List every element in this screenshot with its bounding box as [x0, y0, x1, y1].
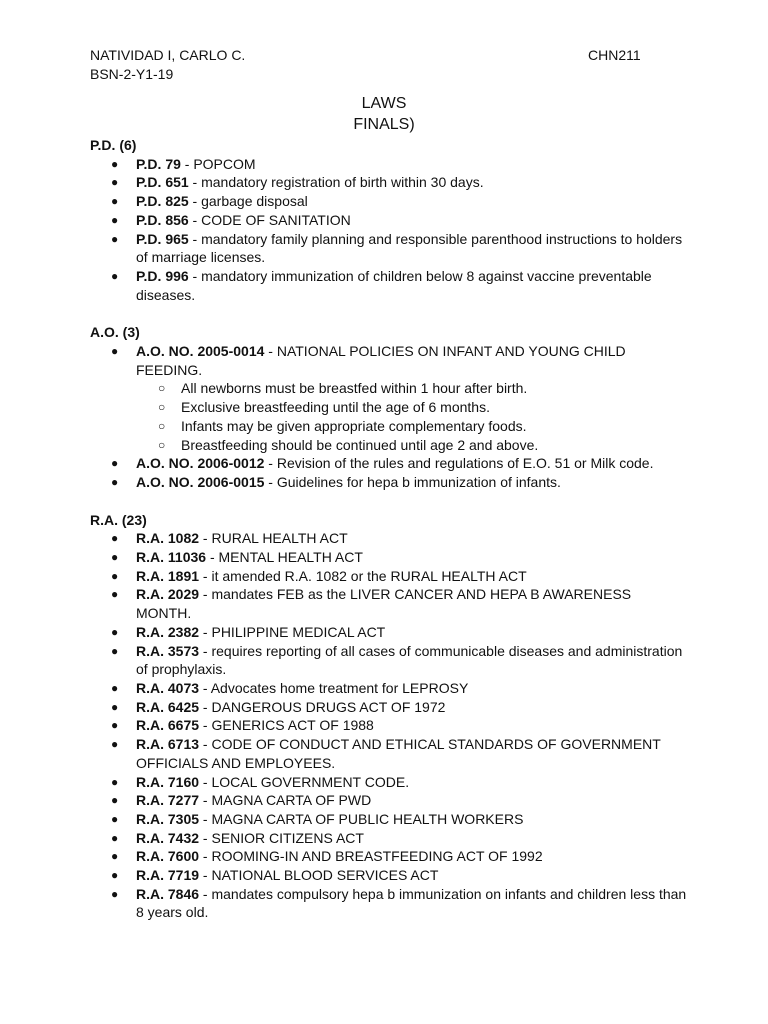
hollow-bullet-icon: ○	[158, 437, 166, 452]
title-line-2: FINALS)	[353, 116, 415, 133]
pd-section-heading: P.D. (6)	[90, 137, 137, 153]
law-description: - mandatory immunization of children below 8 against vaccine preventable diseases.	[136, 267, 652, 303]
ra-section-heading: R.A. (23)	[90, 511, 147, 528]
law-code: R.A. 6675	[136, 717, 200, 734]
bullet-icon: ●	[111, 531, 119, 546]
bullet-icon: ●	[111, 550, 119, 565]
bullet-icon: ●	[111, 774, 119, 789]
ra-list	[90, 529, 690, 922]
law-description: - mandates compulsory hepa b immunization on infants and children less than 8 years old.	[136, 885, 687, 921]
list-item	[90, 548, 690, 567]
law-description: - CODE OF SANITATION	[188, 211, 351, 228]
list-item	[90, 342, 690, 454]
law-code: R.A. 7719	[136, 867, 200, 884]
bullet-icon: ●	[111, 212, 119, 227]
law-code: R.A. 1891	[136, 567, 200, 584]
sub-item-text: Infants may be given appropriate complementary foods.	[181, 417, 527, 434]
law-description: - DANGEROUS DRUGS ACT OF 1972	[199, 698, 446, 715]
law-code: P.D. 825	[136, 193, 189, 210]
sub-list-item	[136, 398, 690, 417]
law-code: P.D. 79	[136, 155, 181, 172]
law-code: R.A. 7305	[136, 810, 200, 827]
list-item	[90, 623, 690, 642]
document-body	[90, 136, 690, 922]
law-code: A.O. NO. 2005-0014	[136, 343, 265, 360]
law-code: P.D. 856	[136, 211, 189, 228]
law-code: A.O. NO. 2006-0015	[136, 473, 265, 490]
bullet-icon: ●	[111, 737, 119, 752]
list-item	[90, 155, 690, 174]
law-code: P.D. 965	[136, 230, 189, 247]
hollow-bullet-icon: ○	[158, 400, 166, 415]
law-description: - MENTAL HEALTH ACT	[206, 549, 363, 566]
student-section: BSN-2-Y1-19	[90, 66, 174, 82]
ao-section-heading: A.O. (3)	[90, 324, 140, 341]
list-item	[90, 642, 690, 679]
law-code: R.A. 1082	[136, 530, 200, 547]
ao-list	[90, 342, 690, 492]
bullet-icon: ●	[111, 175, 119, 190]
list-item	[90, 885, 690, 922]
law-description: - CODE OF CONDUCT AND ETHICAL STANDARDS OF GOVERNMENT OFFICIALS AND EMPLOYEES.	[136, 736, 661, 771]
law-description: - Advocates home treatment for LEPROSY	[199, 679, 469, 696]
list-item	[90, 567, 690, 586]
sub-list-item	[136, 436, 690, 455]
list-item	[90, 810, 690, 829]
law-code: R.A. 2382	[136, 623, 200, 640]
law-description: - ROOMING-IN AND BREASTFEEDING ACT OF 1992	[199, 848, 543, 865]
pd-list	[90, 155, 690, 305]
law-code: P.D. 996	[136, 267, 189, 284]
list-item	[90, 679, 690, 698]
law-description: - mandatory registration of birth within 30 days.	[188, 174, 484, 191]
hollow-bullet-icon: ○	[158, 418, 166, 433]
bullet-icon: ●	[111, 568, 119, 583]
law-description: - LOCAL GOVERNMENT CODE.	[199, 773, 410, 790]
ao-sublist	[136, 379, 690, 454]
law-description: - NATIONAL BLOOD SERVICES ACT	[199, 867, 439, 884]
bullet-icon: ●	[111, 344, 119, 359]
bullet-icon: ●	[111, 231, 119, 246]
law-description: - RURAL HEALTH ACT	[199, 530, 348, 547]
title-line-1: LAWS	[361, 95, 407, 112]
law-description: - GENERICS ACT OF 1988	[199, 717, 374, 734]
hollow-bullet-icon: ○	[158, 381, 166, 396]
law-description: - mandatory family planning and responsible parenthood instructions to holders of marriage licenses.	[136, 230, 683, 266]
law-code: R.A. 7160	[136, 773, 200, 790]
list-item	[90, 211, 690, 230]
bullet-icon: ●	[111, 474, 119, 489]
law-code: R.A. 2029	[136, 586, 200, 603]
law-description: - Guidelines for hepa b immunization of infants.	[264, 473, 561, 490]
bullet-icon: ●	[111, 456, 119, 471]
list-item	[90, 735, 690, 772]
bullet-icon: ●	[111, 811, 119, 826]
law-code: R.A. 6425	[136, 698, 200, 715]
list-item	[90, 585, 690, 622]
list-item	[90, 529, 690, 548]
list-item	[90, 829, 690, 848]
list-item	[90, 192, 690, 211]
sub-item-text: Breastfeeding should be continued until age 2 and above.	[181, 436, 539, 453]
law-description: - garbage disposal	[188, 193, 308, 210]
list-item	[90, 698, 690, 717]
law-code: P.D. 651	[136, 174, 189, 191]
list-item	[90, 230, 690, 267]
bullet-icon: ●	[111, 194, 119, 209]
bullet-icon: ●	[111, 886, 119, 901]
law-code: R.A. 11036	[136, 549, 207, 566]
law-code: R.A. 7277	[136, 792, 200, 809]
law-description: - NATIONAL POLICIES ON INFANT AND YOUNG CHILD FEEDING.	[136, 343, 626, 378]
law-code: R.A. 7432	[136, 829, 200, 846]
bullet-icon: ●	[111, 268, 119, 283]
bullet-icon: ●	[111, 643, 119, 658]
law-description: - POPCOM	[180, 155, 256, 172]
list-item	[90, 866, 690, 885]
bullet-icon: ●	[111, 699, 119, 714]
law-description: - it amended R.A. 1082 or the RURAL HEALTH ACT	[199, 567, 527, 584]
list-item	[90, 791, 690, 810]
bullet-icon: ●	[111, 156, 119, 171]
bullet-icon: ●	[111, 587, 119, 602]
bullet-icon: ●	[111, 718, 119, 733]
bullet-icon: ●	[111, 868, 119, 883]
bullet-icon: ●	[111, 793, 119, 808]
list-item	[90, 716, 690, 735]
list-item	[90, 847, 690, 866]
law-code: R.A. 7846	[136, 885, 200, 902]
document-title	[0, 93, 768, 135]
law-description: - MAGNA CARTA OF PUBLIC HEALTH WORKERS	[199, 810, 524, 827]
list-item	[90, 267, 690, 304]
law-code: R.A. 3573	[136, 642, 200, 659]
bullet-icon: ●	[111, 680, 119, 695]
law-code: R.A. 6713	[136, 736, 200, 753]
sub-item-text: All newborns must be breastfed within 1 hour after birth.	[181, 380, 528, 397]
law-code: R.A. 7600	[136, 848, 200, 865]
law-code: R.A. 4073	[136, 679, 200, 696]
list-item	[90, 773, 690, 792]
student-name: NATIVIDAD I, CARLO C.	[90, 47, 246, 63]
bullet-icon: ●	[111, 830, 119, 845]
sub-item-text: Exclusive breastfeeding until the age of 6 months.	[181, 399, 490, 416]
list-item	[90, 173, 690, 192]
law-description: - requires reporting of all cases of communicable diseases and administration of prophylaxis.	[136, 642, 683, 678]
bullet-icon: ●	[111, 849, 119, 864]
law-description: - SENIOR CITIZENS ACT	[199, 829, 364, 846]
list-item	[90, 473, 690, 492]
law-code: A.O. NO. 2006-0012	[136, 455, 265, 472]
law-description: - mandates FEB as the LIVER CANCER AND HEPA B AWARENESS MONTH.	[136, 586, 632, 622]
sub-list-item	[136, 379, 690, 398]
law-description: - MAGNA CARTA OF PWD	[199, 792, 372, 809]
bullet-icon: ●	[111, 624, 119, 639]
sub-list-item	[136, 417, 690, 436]
list-item	[90, 454, 690, 473]
law-description: - PHILIPPINE MEDICAL ACT	[199, 623, 386, 640]
law-description: - Revision of the rules and regulations of E.O. 51 or Milk code.	[264, 455, 654, 472]
course-code: CHN211	[588, 47, 641, 63]
